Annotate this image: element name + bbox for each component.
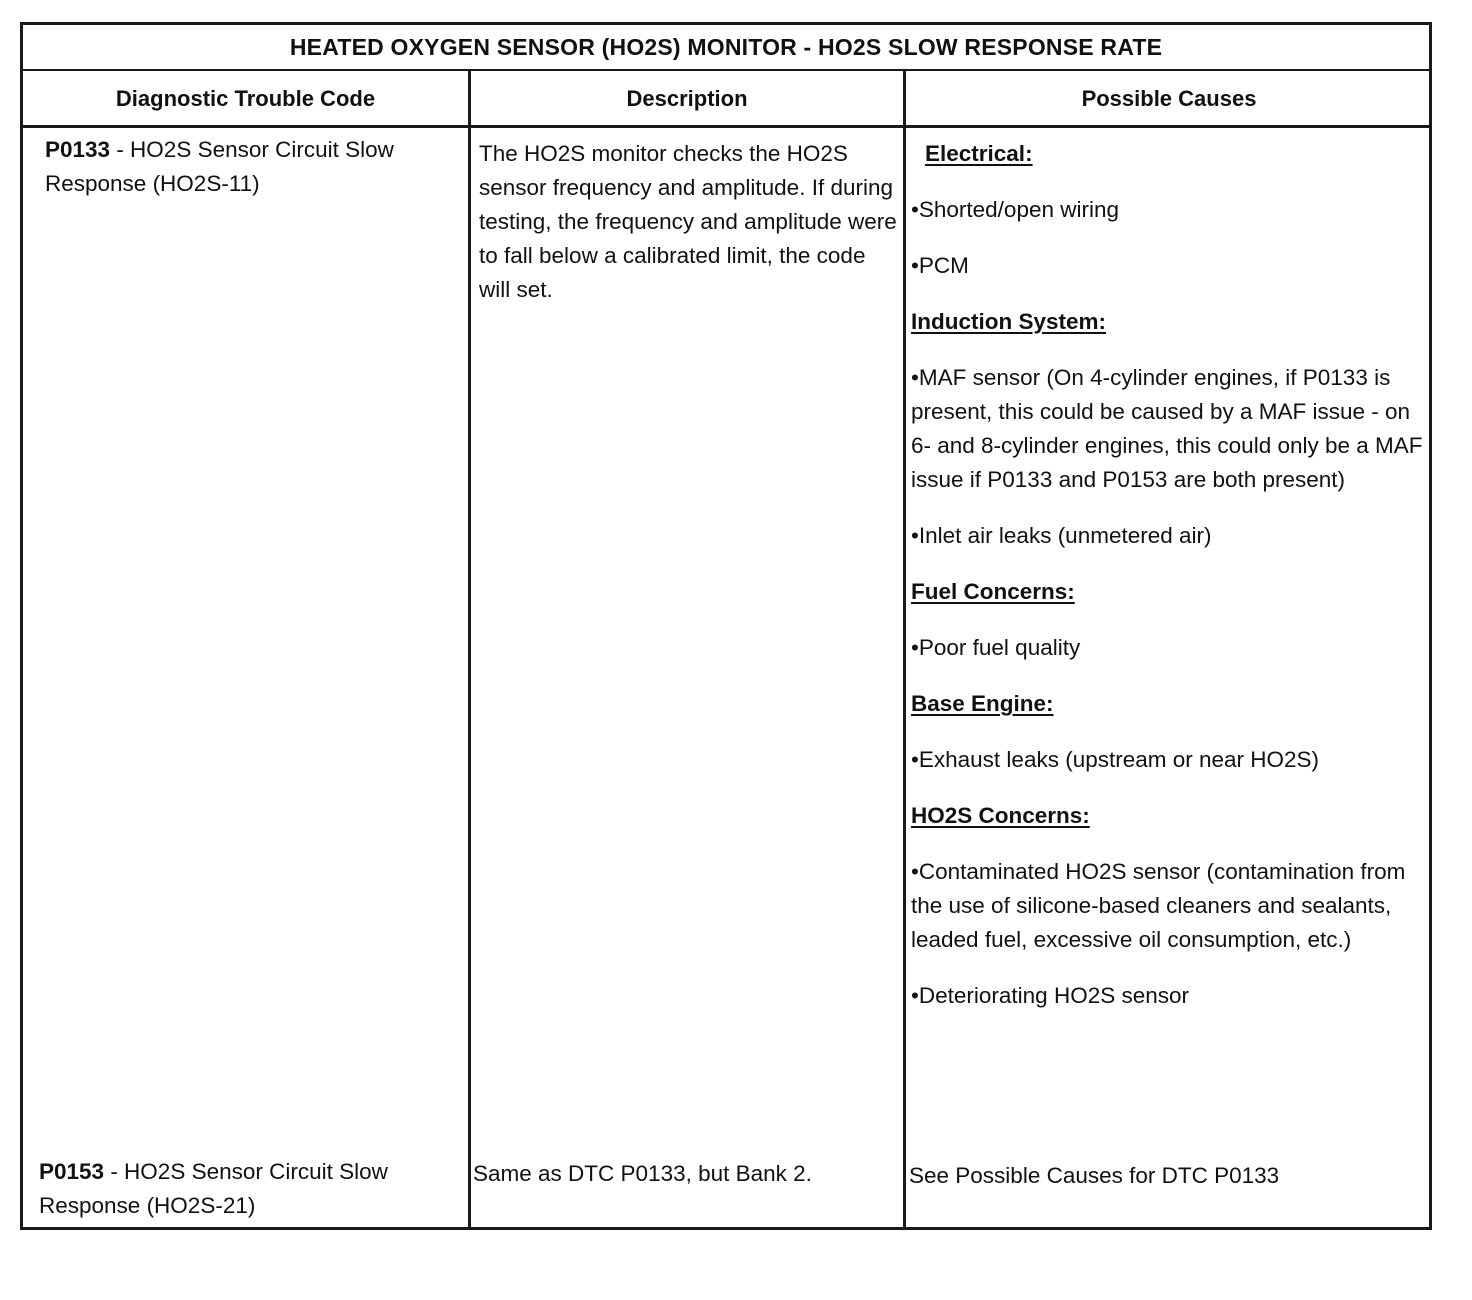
cause-item: •Exhaust leaks (upstream or near HO2S) <box>911 747 1320 772</box>
cause-heading: HO2S Concerns: <box>911 803 1090 828</box>
dtc-cell-p0133 <box>45 133 465 201</box>
dtc-code: P0153 <box>39 1159 105 1184</box>
possible-causes-cell-p0133 <box>911 137 1426 1035</box>
cause-heading: Induction System: <box>911 309 1107 334</box>
dtc-cell-p0153 <box>39 1155 464 1223</box>
dtc-code: P0133 <box>45 137 111 162</box>
cause-item: •MAF sensor (On 4-cylinder engines, if P0133 is present, this could be caused by a MAF issue - on 6- and 8-cylinder engines, this could only be a MAF issue if P0133 and P0153 are both present) <box>911 365 1423 492</box>
header-diagnostic-trouble-code: Diagnostic Trouble Code <box>115 86 376 111</box>
description-cell-p0153: Same as DTC P0133, but Bank 2. <box>473 1161 812 1186</box>
cause-heading: Fuel Concerns: <box>911 579 1075 604</box>
column-divider <box>468 71 471 1227</box>
table-title: HEATED OXYGEN SENSOR (HO2S) MONITOR - HO2S SLOW RESPONSE RATE <box>23 25 1429 71</box>
cause-item: •Contaminated HO2S sensor (contamination from the use of silicone-based cleaners and sealants, leaded fuel, excessive oil consumption, etc.) <box>911 859 1406 952</box>
cause-item: •Deteriorating HO2S sensor <box>911 983 1189 1008</box>
dtc-table <box>20 22 1432 1230</box>
dtc-code-description: - HO2S Sensor Circuit Slow Response (HO2S-21) <box>39 1159 388 1218</box>
dtc-code-description: - HO2S Sensor Circuit Slow Response (HO2S-11) <box>45 137 394 196</box>
cause-group-fuel-concerns <box>911 575 1426 665</box>
description-cell-p0133: The HO2S monitor checks the HO2S sensor frequency and amplitude. If during testing, the frequency and amplitude were to fall below a calibrated limit, the code will set. <box>479 141 897 302</box>
cause-group-electrical <box>911 137 1426 283</box>
possible-causes-cell-p0153: See Possible Causes for DTC P0133 <box>909 1163 1280 1188</box>
cause-item: •PCM <box>911 253 969 278</box>
header-divider <box>23 125 1429 128</box>
cause-heading: Base Engine: <box>911 691 1054 716</box>
cause-item: •Shorted/open wiring <box>911 197 1120 222</box>
cause-group-induction-system <box>911 305 1426 553</box>
cause-group-ho2s-concerns <box>911 799 1426 1013</box>
cause-group-base-engine <box>911 687 1426 777</box>
header-possible-causes: Possible Causes <box>1081 86 1257 111</box>
cause-item: •Inlet air leaks (unmetered air) <box>911 523 1212 548</box>
column-divider <box>903 71 906 1227</box>
cause-heading: Electrical: <box>925 141 1033 166</box>
cause-item: •Poor fuel quality <box>911 635 1081 660</box>
header-description: Description <box>626 86 748 111</box>
